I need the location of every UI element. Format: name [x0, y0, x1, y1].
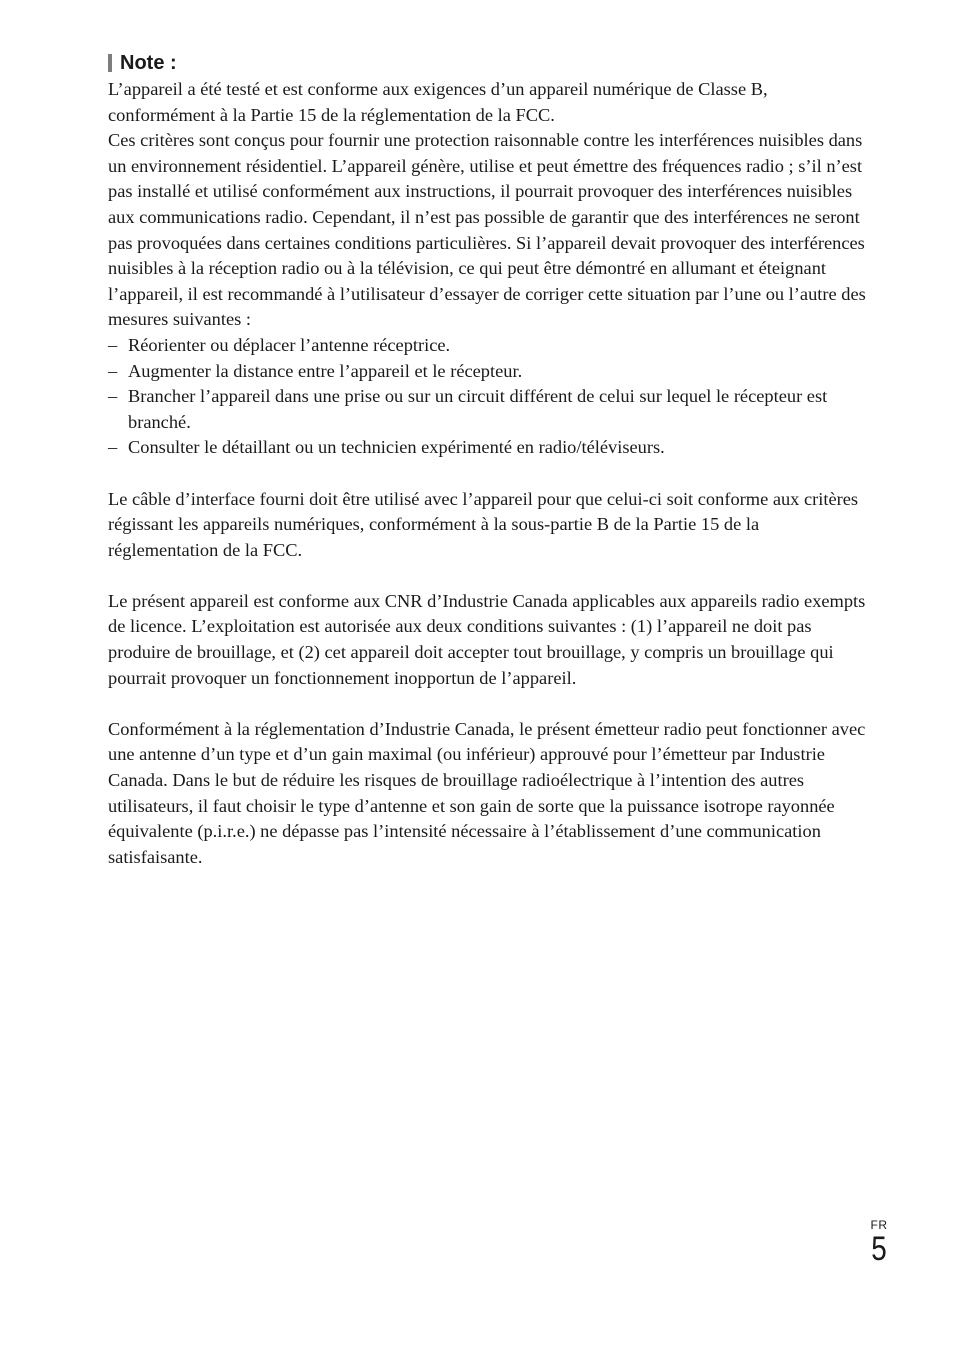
list-item — [108, 384, 868, 435]
note-heading-text: Note : — [120, 52, 177, 74]
list-dash: – — [108, 437, 118, 458]
fcc-compliance-paragraph: L’appareil a été testé et est conforme aux exigences d’un appareil numérique de Classe B, conformément à la Partie 15 de la réglementation de la FCC. — [108, 79, 768, 125]
list-dash: – — [108, 360, 118, 381]
list-dash: – — [108, 334, 118, 355]
heading-bar-icon — [108, 54, 112, 72]
list-item — [108, 435, 868, 461]
page-marker — [864, 1218, 894, 1266]
corrective-measures-list — [108, 333, 868, 461]
list-item-text: Augmenter la distance entre l’appareil et le récepteur. — [128, 360, 523, 381]
note-heading — [108, 50, 868, 76]
interference-paragraph: Ces critères sont conçus pour fournir une protection raisonnable contre les interférences nuisibles dans un environnement résidentiel. L’appareil génère, utilise et peut émettre des fréquences radio ; s’il n’est pas installé et utilisé conformément aux instructions, il pourrait provoquer des interférences nuisibles aux communications radio. Cependant, il n’est pas possible de garantir que des interférences ne seront pas provoquées dans certaines conditions particulières. Si l’appareil devait provoquer des interférences nuisibles à la réception radio ou à la télévision, ce qui peut être démontré en allumant et éteignant l’appareil, il est recommandé à l’utilisateur d’essayer de corriger cette situation par l’une ou l’autre des mesures suivantes : — [108, 130, 866, 330]
list-item-text: Consulter le détaillant ou un technicien expérimenté en radio/téléviseurs. — [128, 437, 665, 458]
document-body — [108, 77, 868, 870]
industry-canada-paragraph: Le présent appareil est conforme aux CNR d’Industrie Canada applicables aux appareils radio exempts de licence. L’exploitation est autorisée aux deux conditions suivantes : (1) l’appareil ne doit pas produire de brouillage, et (2) cet appareil doit accepter tout brouillage, y compris un brouillage qui pourrait provoquer un fonctionnement inopportun de l’appareil. — [108, 590, 866, 688]
list-item-text: Réorienter ou déplacer l’antenne réceptrice. — [128, 334, 451, 355]
list-item-text: Brancher l’appareil dans une prise ou sur un circuit différent de celui sur lequel le récepteur est branché. — [128, 386, 828, 432]
list-item — [108, 333, 868, 359]
list-dash: – — [108, 386, 118, 407]
document-page — [108, 50, 868, 870]
interface-cable-paragraph: Le câble d’interface fourni doit être utilisé avec l’appareil pour que celui-ci soit conforme aux critères régissant les appareils numériques, conformément à la sous-partie B de la Partie 15 de la réglementation de la FCC. — [108, 488, 859, 560]
list-item — [108, 359, 868, 385]
industry-canada-antenna-paragraph: Conformément à la réglementation d’Industrie Canada, le présent émetteur radio peut fonctionner avec une antenne d’un type et d’un gain maximal (ou inférieur) approuvé pour l’émetteur par Industrie Canada. Dans le but de réduire les risques de brouillage radioélectrique à l’intention des autres utilisateurs, il faut choisir le type d’antenne et son gain de sorte que la puissance isotrope rayonnée équivalente (p.i.r.e.) ne dépasse pas l’intensité nécessaire à l’établissement d’une communication satisfaisante. — [108, 718, 866, 867]
language-code: FR — [870, 1218, 888, 1232]
page-number: 5 — [871, 1230, 887, 1268]
